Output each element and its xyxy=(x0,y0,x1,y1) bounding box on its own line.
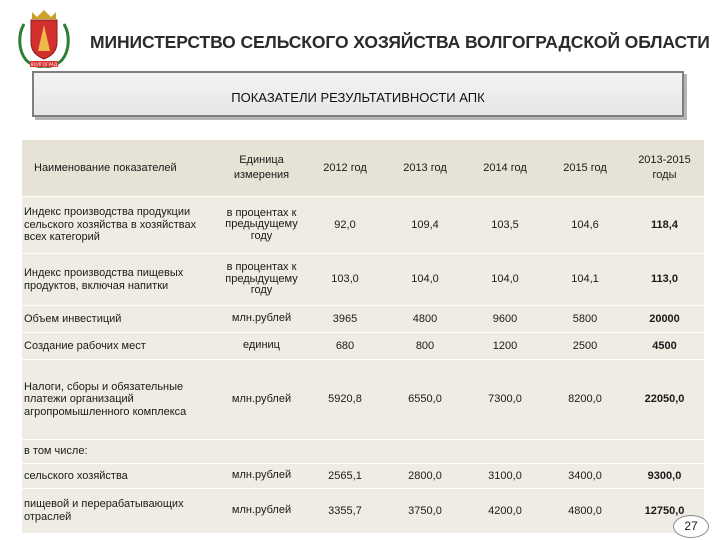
page-number: 27 xyxy=(673,515,709,538)
value-total: 22050,0 xyxy=(625,360,704,440)
value-2013: 800 xyxy=(385,333,465,360)
indicator-name: пищевой и перерабатывающих отраслей xyxy=(22,489,218,533)
header-total-2013-2015: 2013-2015 годы xyxy=(625,140,704,197)
unit-cell: единиц xyxy=(218,333,305,360)
value-2015: 4800,0 xyxy=(545,489,625,533)
performance-indicators-table xyxy=(22,140,704,533)
table-row xyxy=(22,197,704,254)
emblem-ribbon-text: ВОЛГОГРАД xyxy=(30,62,58,67)
value-total: 113,0 xyxy=(625,254,704,306)
value-2013: 104,0 xyxy=(385,254,465,306)
value-2013: 4800 xyxy=(385,306,465,333)
slide-title: ПОКАЗАТЕЛИ РЕЗУЛЬТАТИВНОСТИ АПК xyxy=(231,90,485,105)
volgograd-coat-of-arms-icon xyxy=(16,6,72,70)
header-year-2014: 2014 год xyxy=(465,140,545,197)
unit-cell: млн.рублей xyxy=(218,360,305,440)
table-row-subheading xyxy=(22,440,704,464)
table-row xyxy=(22,489,704,533)
value-total: 20000 xyxy=(625,306,704,333)
value-2015: 104,1 xyxy=(545,254,625,306)
value-2014: 3100,0 xyxy=(465,464,545,489)
page-header xyxy=(0,0,720,70)
header-unit: Единица измерения xyxy=(218,140,305,197)
subheading-including: в том числе: xyxy=(22,440,704,464)
value-2012: 680 xyxy=(305,333,385,360)
value-2014: 7300,0 xyxy=(465,360,545,440)
value-total: 4500 xyxy=(625,333,704,360)
value-2014: 103,5 xyxy=(465,197,545,254)
indicator-name: Налоги, сборы и обязательные платежи организаций агропромышленного комплекса xyxy=(22,360,218,440)
value-2012: 103,0 xyxy=(305,254,385,306)
header-year-2013: 2013 год xyxy=(385,140,465,197)
value-2012: 92,0 xyxy=(305,197,385,254)
unit-cell: млн.рублей xyxy=(218,306,305,333)
value-total: 118,4 xyxy=(625,197,704,254)
unit-cell: млн.рублей xyxy=(218,489,305,533)
value-2012: 3965 xyxy=(305,306,385,333)
indicator-name: Индекс производства продукции сельского хозяйства в хозяйствах всех категорий xyxy=(22,197,218,254)
value-2014: 9600 xyxy=(465,306,545,333)
indicator-name: Создание рабочих мест xyxy=(22,333,218,360)
ministry-title: МИНИСТЕРСТВО СЕЛЬСКОГО ХОЗЯЙСТВА ВОЛГОГРАДСКОЙ ОБЛАСТИ xyxy=(90,32,710,52)
indicator-name: сельского хозяйства xyxy=(22,464,218,489)
unit-cell: в процентах к предыдущему году xyxy=(218,197,305,254)
table-row xyxy=(22,333,704,360)
value-2013: 2800,0 xyxy=(385,464,465,489)
value-2012: 5920,8 xyxy=(305,360,385,440)
table-header-row xyxy=(22,140,704,197)
indicator-name: Объем инвестиций xyxy=(22,306,218,333)
value-2013: 109,4 xyxy=(385,197,465,254)
table-row xyxy=(22,464,704,489)
value-2013: 6550,0 xyxy=(385,360,465,440)
value-2015: 5800 xyxy=(545,306,625,333)
slide-title-box xyxy=(32,71,684,117)
table-row xyxy=(22,306,704,333)
table-row xyxy=(22,360,704,440)
value-total: 9300,0 xyxy=(625,464,704,489)
unit-cell: в процентах к предыдущему году xyxy=(218,254,305,306)
value-2015: 2500 xyxy=(545,333,625,360)
value-2015: 8200,0 xyxy=(545,360,625,440)
value-2015: 3400,0 xyxy=(545,464,625,489)
header-year-2012: 2012 год xyxy=(305,140,385,197)
value-2014: 1200 xyxy=(465,333,545,360)
value-2012: 3355,7 xyxy=(305,489,385,533)
value-2015: 104,6 xyxy=(545,197,625,254)
indicator-name: Индекс производства пищевых продуктов, включая напитки xyxy=(22,254,218,306)
value-total: 12750,0 xyxy=(625,489,704,533)
value-2014: 4200,0 xyxy=(465,489,545,533)
unit-cell: млн.рублей xyxy=(218,464,305,489)
value-2014: 104,0 xyxy=(465,254,545,306)
table-row xyxy=(22,254,704,306)
value-2013: 3750,0 xyxy=(385,489,465,533)
header-year-2015: 2015 год xyxy=(545,140,625,197)
header-indicator-name: Наименование показателей xyxy=(22,140,218,197)
value-2012: 2565,1 xyxy=(305,464,385,489)
